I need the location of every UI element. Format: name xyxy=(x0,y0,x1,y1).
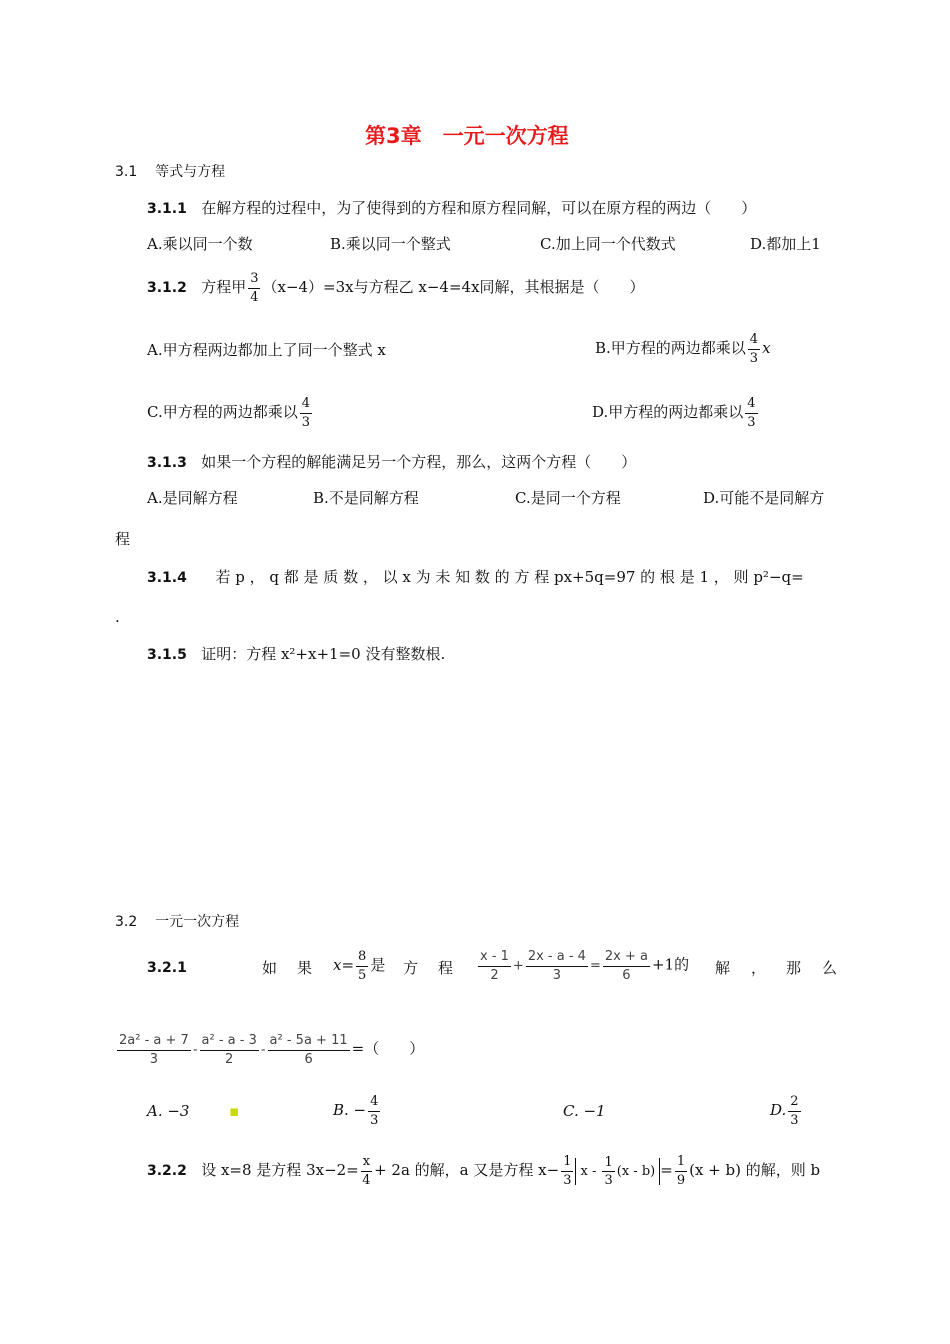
option-b: B.不是同解方程 xyxy=(313,489,419,507)
option-c: C.是同一个方程 xyxy=(515,489,621,507)
decorative-dot: ▪ xyxy=(229,1102,240,1120)
option-c: C.加上同一个代数式 xyxy=(540,235,676,253)
option-d: D.可能不是同解方 xyxy=(703,489,825,507)
x-value: x= $\frac{8}{5}$ 是 xyxy=(333,949,386,983)
word: 解 xyxy=(715,959,731,977)
word: ， xyxy=(751,959,767,977)
option-d: D.甲方程的两边都乘以 $\frac{4}{3}$ xyxy=(592,396,756,430)
word: 程 xyxy=(438,959,454,977)
option-c: C. −1 xyxy=(563,1102,606,1120)
option-c: C.甲方程的两边都乘以 $\frac{4}{3}$ xyxy=(147,396,310,430)
page-title: 第3章 一元一次方程 xyxy=(365,124,569,148)
section-3-1-heading: 3.1 等式与方程 xyxy=(115,164,226,180)
question-3-1-1: 3.1.1 在解方程的过程中，为了使得到的方程和原方程同解，可以在原方程的两边（ ） xyxy=(147,199,757,217)
option-b: B.乘以同一个整式 xyxy=(330,235,451,253)
question-3-1-3: 3.1.3 如果一个方程的解能满足另一个方程，那么，这两个方程（ ） xyxy=(147,453,637,471)
word: 方 xyxy=(403,959,419,977)
option-a: A.乘以同一个数 xyxy=(147,235,253,253)
word: 果 xyxy=(297,959,313,977)
word: 那 xyxy=(786,959,802,977)
word: 如 xyxy=(262,959,278,977)
option-a: A.是同解方程 xyxy=(147,489,238,507)
option-b: B.甲方程的两边都乘以 $\frac{4}{3}$ x xyxy=(595,332,771,366)
option-a: A.甲方程两边都加上了同一个整式 x xyxy=(147,341,386,359)
question-3-2-2: 3.2.2 设 x=8 是方程 3x−2= $\frac{x}{4}$ + 2a 的解，a 又是方程 x− $\frac{1}{3}$ x - $\frac{1}{3}$ (x - b) = $\frac{1}{9}$ (x + b) 的解，则 b xyxy=(147,1154,821,1189)
question-3-1-2: 3.1.2 方程甲 $\frac{3}{4}$ （x−4）=3x与方程乙 x−4=4x同解，其根据是（ ） xyxy=(147,271,645,305)
section-3-2-heading: 3.2 一元一次方程 xyxy=(115,914,240,930)
option-d-continuation: 程 xyxy=(115,530,131,548)
question-3-1-4: 3.1.4 若 p ， q 都 是 质 数 ， 以 x 为 未 知 数 的 方 程 px+5q=97 的 根 是 1 ， 则 p²−q= xyxy=(147,568,804,586)
option-d: D. $\frac{2}{3}$ xyxy=(770,1094,799,1128)
word: 么 xyxy=(822,959,838,977)
option-d: D.都加上1 xyxy=(750,235,821,253)
question-3-2-1-number: 3.2.1 xyxy=(147,960,187,976)
question-3-1-5: 3.1.5 证明：方程 x²+x+1=0 没有整数根. xyxy=(147,645,446,663)
equation: $\frac{x - 1}{2}$ + $\frac{2x - a - 4}{3}$ = $\frac{2x + a}{6}$ +1的 xyxy=(480,949,690,983)
option-b: B. − $\frac{4}{3}$ xyxy=(333,1094,379,1128)
expression: $\frac{\text{2a² - a + 7}}{3}$ - $\frac{\text{a² - a - 3}}{2}$ - $\frac{\text{a² - 5a + 11}}{6}$ =（ ） xyxy=(119,1033,425,1067)
option-a: A. −3 xyxy=(147,1102,190,1120)
blank-end: . xyxy=(115,608,120,626)
